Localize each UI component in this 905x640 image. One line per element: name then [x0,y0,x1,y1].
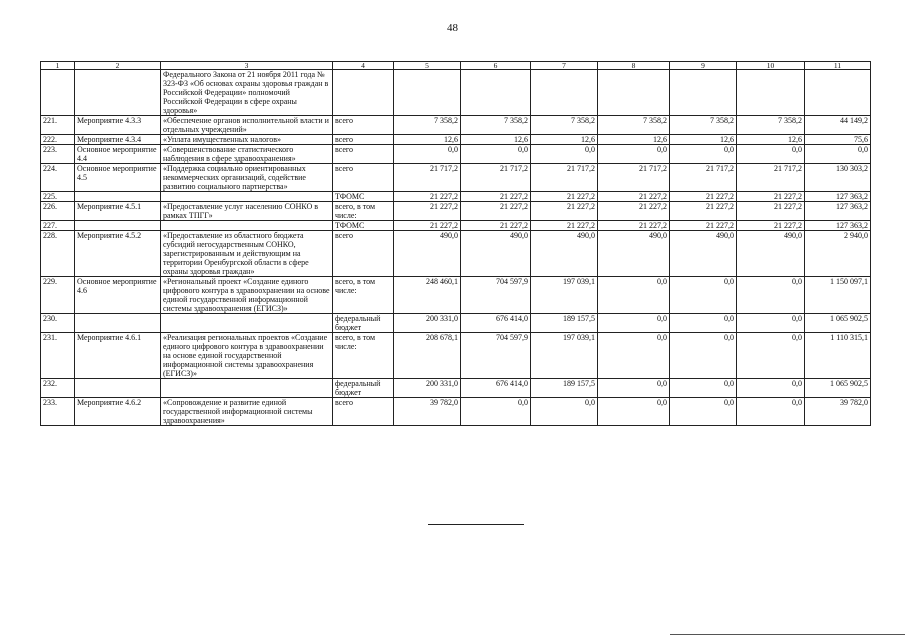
table-row [41,333,871,379]
value-cell: 200 331,0 [394,314,461,333]
value-cell: 21 227,2 [737,192,805,202]
event-name: Мероприятие 4.3.3 [75,116,161,135]
value-cell: 7 358,2 [461,116,531,135]
value-cell: 7 358,2 [670,116,737,135]
value-cell: 490,0 [737,231,805,277]
event-title: «Региональный проект «Создание единого цифрового контура в здравоохранении на основе единой государственной информационной системы здравоохранения (ЕГИСЗ)» [161,277,333,314]
funding-source: всего [333,116,394,135]
value-cell: 7 358,2 [598,116,670,135]
value-cell: 21 717,2 [670,164,737,192]
header-cell-2: 2 [75,62,161,70]
event-title: «Сопровождение и развитие единой государственной информационной системы здравоохранения» [161,398,333,426]
value-cell [805,70,871,116]
event-name: Мероприятие 4.5.1 [75,202,161,221]
value-cell: 0,0 [394,145,461,164]
value-cell [670,70,737,116]
value-cell: 248 460,1 [394,277,461,314]
row-number: 229. [41,277,75,314]
value-cell: 21 227,2 [531,202,598,221]
funding-source [333,70,394,116]
table-row [41,314,871,333]
row-number: 226. [41,202,75,221]
value-cell: 200 331,0 [394,379,461,398]
value-cell [394,70,461,116]
value-cell: 21 717,2 [531,164,598,192]
table-row [41,379,871,398]
value-cell: 75,6 [805,135,871,145]
funding-source: всего, в том числе: [333,277,394,314]
event-name [75,314,161,333]
table-row [41,116,871,135]
event-title: «Предоставление услуг населению СОНКО в рамках ТПГГ» [161,202,333,221]
value-cell: 0,0 [805,145,871,164]
row-number: 232. [41,379,75,398]
funding-source: всего [333,231,394,277]
header-cell-9: 9 [670,62,737,70]
header-cell-6: 6 [461,62,531,70]
event-name [75,379,161,398]
value-cell: 21 227,2 [461,192,531,202]
table-row [41,192,871,202]
funding-source: всего, в том числе: [333,333,394,379]
value-cell: 130 303,2 [805,164,871,192]
value-cell: 21 227,2 [461,202,531,221]
value-cell: 0,0 [531,145,598,164]
value-cell: 0,0 [598,314,670,333]
header-cell-8: 8 [598,62,670,70]
table-row [41,398,871,426]
value-cell: 189 157,5 [531,314,598,333]
end-rule [428,524,524,525]
value-cell: 0,0 [670,379,737,398]
row-number [41,70,75,116]
row-number: 231. [41,333,75,379]
value-cell: 2 940,0 [805,231,871,277]
value-cell: 39 782,0 [805,398,871,426]
header-cell-7: 7 [531,62,598,70]
value-cell: 21 227,2 [670,221,737,231]
table-row [41,70,871,116]
value-cell: 490,0 [670,231,737,277]
value-cell [531,70,598,116]
table-row [41,277,871,314]
header-cell-3: 3 [161,62,333,70]
header-row [41,62,871,70]
value-cell: 7 358,2 [394,116,461,135]
funding-source: всего [333,145,394,164]
value-cell: 676 414,0 [461,379,531,398]
event-name: Мероприятие 4.3.4 [75,135,161,145]
value-cell: 21 227,2 [598,221,670,231]
table-row [41,221,871,231]
row-number: 230. [41,314,75,333]
event-name [75,192,161,202]
value-cell: 1 065 902,5 [805,379,871,398]
event-name: Основное мероприятие 4.4 [75,145,161,164]
value-cell [461,70,531,116]
funding-source: всего [333,135,394,145]
funding-source: всего, в том числе: [333,202,394,221]
value-cell: 0,0 [670,333,737,379]
budget-table [40,61,871,426]
value-cell: 21 717,2 [461,164,531,192]
event-title: «Поддержка социально ориентированных некоммерческих организаций, содействие развитию социального партнерства» [161,164,333,192]
value-cell: 0,0 [670,314,737,333]
value-cell [737,70,805,116]
funding-source: ТФОМС [333,221,394,231]
value-cell: 0,0 [598,333,670,379]
value-cell: 21 227,2 [737,221,805,231]
value-cell: 21 227,2 [394,202,461,221]
header-cell-4: 4 [333,62,394,70]
value-cell: 0,0 [670,398,737,426]
row-number: 228. [41,231,75,277]
header-cell-11: 11 [805,62,871,70]
event-title: «Предоставление из областного бюджета субсидий негосударственным СОНКО, зарегистрированным и действующим на территории Оренбургской области в сфере охраны здоровья граждан» [161,231,333,277]
value-cell: 0,0 [737,398,805,426]
value-cell: 0,0 [737,314,805,333]
value-cell: 12,6 [670,135,737,145]
value-cell: 704 597,9 [461,277,531,314]
value-cell: 21 227,2 [461,221,531,231]
row-number: 222. [41,135,75,145]
value-cell: 0,0 [598,145,670,164]
value-cell: 0,0 [737,277,805,314]
row-number: 223. [41,145,75,164]
value-cell: 1 150 097,1 [805,277,871,314]
value-cell: 21 227,2 [737,202,805,221]
value-cell: 0,0 [531,398,598,426]
value-cell: 0,0 [737,379,805,398]
event-name: Мероприятие 4.5.2 [75,231,161,277]
event-name [75,70,161,116]
event-name: Основное мероприятие 4.6 [75,277,161,314]
value-cell: 1 110 315,1 [805,333,871,379]
value-cell: 189 157,5 [531,379,598,398]
value-cell: 490,0 [394,231,461,277]
row-number: 221. [41,116,75,135]
value-cell: 12,6 [531,135,598,145]
row-number: 233. [41,398,75,426]
value-cell: 12,6 [737,135,805,145]
value-cell: 208 678,1 [394,333,461,379]
value-cell: 21 227,2 [531,221,598,231]
value-cell: 12,6 [461,135,531,145]
event-title [161,221,333,231]
funding-source: федеральный бюджет [333,314,394,333]
event-title: «Обеспечение органов исполнительной власти и отдельных учреждений» [161,116,333,135]
value-cell: 0,0 [598,379,670,398]
value-cell: 21 227,2 [394,192,461,202]
header-cell-10: 10 [737,62,805,70]
value-cell: 0,0 [670,145,737,164]
table-row [41,145,871,164]
value-cell: 0,0 [737,145,805,164]
event-title [161,192,333,202]
value-cell: 7 358,2 [737,116,805,135]
value-cell [598,70,670,116]
value-cell: 490,0 [461,231,531,277]
funding-source: федеральный бюджет [333,379,394,398]
value-cell: 127 363,2 [805,192,871,202]
header-cell-5: 5 [394,62,461,70]
value-cell: 21 227,2 [531,192,598,202]
value-cell: 197 039,1 [531,333,598,379]
value-cell: 490,0 [531,231,598,277]
funding-source: всего [333,398,394,426]
table-row [41,135,871,145]
event-title: «Уплата имущественных налогов» [161,135,333,145]
funding-source: ТФОМС [333,192,394,202]
table-header [41,62,871,70]
page-number: 48 [447,22,458,34]
table-row [41,202,871,221]
event-name: Мероприятие 4.6.2 [75,398,161,426]
table-row [41,231,871,277]
page-edge-line [670,634,905,635]
event-name: Мероприятие 4.6.1 [75,333,161,379]
event-title [161,314,333,333]
value-cell: 0,0 [598,277,670,314]
value-cell: 39 782,0 [394,398,461,426]
value-cell: 21 717,2 [737,164,805,192]
row-number: 225. [41,192,75,202]
table-body [41,70,871,426]
header-cell-1: 1 [41,62,75,70]
value-cell: 21 717,2 [394,164,461,192]
value-cell: 21 227,2 [670,202,737,221]
table-row [41,164,871,192]
event-name: Основное мероприятие 4.5 [75,164,161,192]
value-cell: 197 039,1 [531,277,598,314]
value-cell: 490,0 [598,231,670,277]
value-cell: 0,0 [670,277,737,314]
value-cell: 21 227,2 [598,202,670,221]
value-cell: 21 227,2 [394,221,461,231]
value-cell: 704 597,9 [461,333,531,379]
value-cell: 0,0 [737,333,805,379]
value-cell: 7 358,2 [531,116,598,135]
value-cell: 12,6 [598,135,670,145]
event-title: «Совершенствование статистического наблюдения в сфере здравоохранения» [161,145,333,164]
funding-source: всего [333,164,394,192]
event-title: «Реализация региональных проектов «Создание единого цифрового контура в здравоохранении на основе единой государственной информационной системы здравоохранения (ЕГИСЗ)» [161,333,333,379]
event-title: Федерального Закона от 21 ноября 2011 года № 323-ФЗ «Об основах охраны здоровья граждан в Российской Федерации» полномочий Российской Федерации в сфере охраны здоровья» [161,70,333,116]
value-cell: 44 149,2 [805,116,871,135]
event-title [161,379,333,398]
value-cell: 1 065 902,5 [805,314,871,333]
value-cell: 0,0 [461,398,531,426]
row-number: 227. [41,221,75,231]
value-cell: 127 363,2 [805,221,871,231]
value-cell: 21 227,2 [598,192,670,202]
row-number: 224. [41,164,75,192]
value-cell: 21 227,2 [670,192,737,202]
value-cell: 676 414,0 [461,314,531,333]
value-cell: 127 363,2 [805,202,871,221]
value-cell: 0,0 [461,145,531,164]
event-name [75,221,161,231]
value-cell: 12,6 [394,135,461,145]
value-cell: 0,0 [598,398,670,426]
value-cell: 21 717,2 [598,164,670,192]
